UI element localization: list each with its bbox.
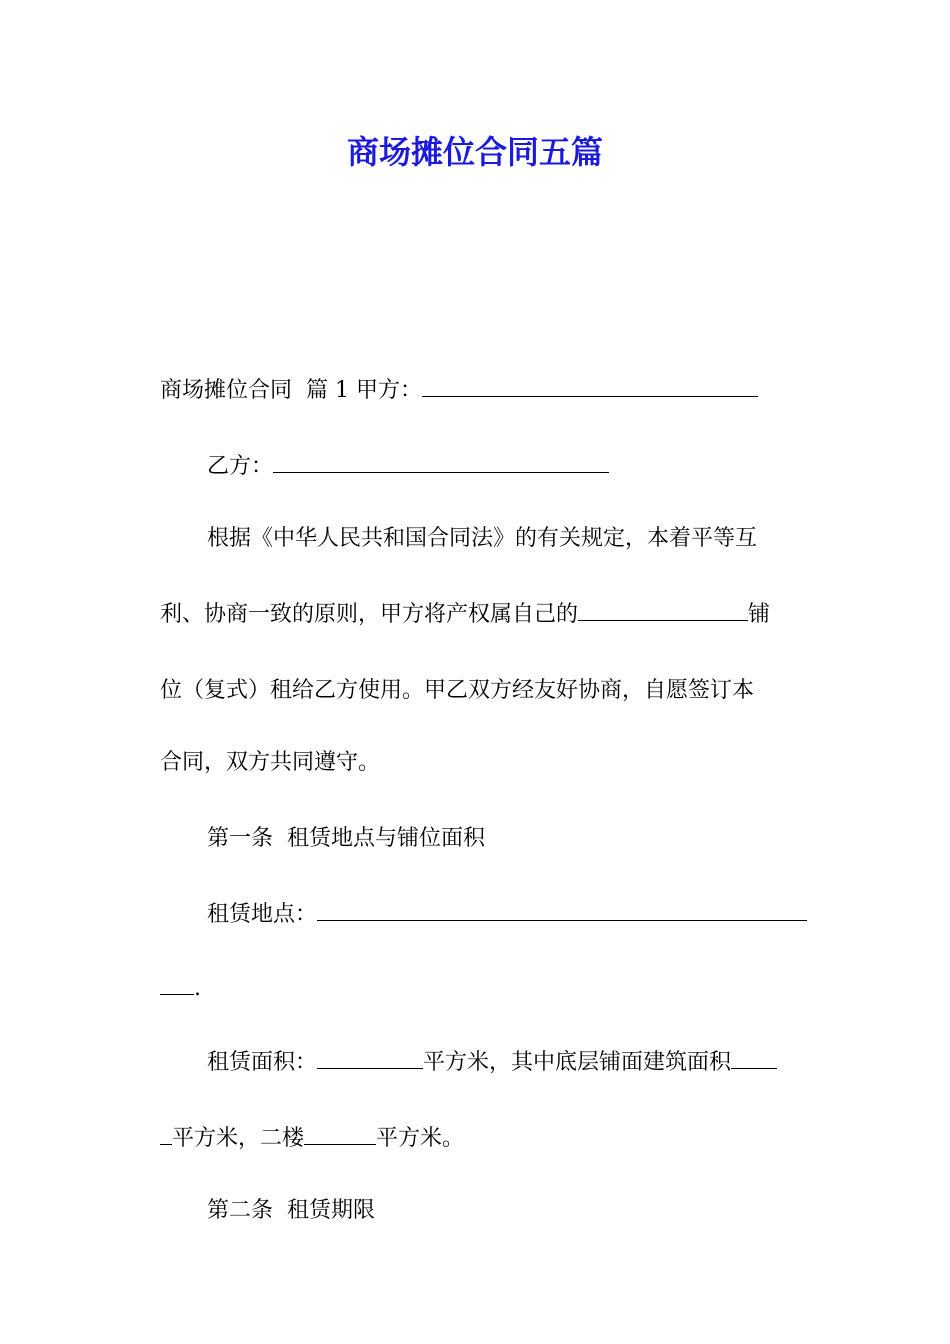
paragraph-text: 利、协商一致的原则，甲方将产权属自己的 bbox=[160, 602, 579, 627]
location-blank-cont bbox=[160, 976, 194, 995]
party-a-label: 商场摊位合同 篇 1 甲方： bbox=[160, 378, 422, 403]
location-blank bbox=[317, 902, 807, 921]
article-heading-text: 第二条 租赁期限 bbox=[207, 1198, 375, 1223]
party-b-label: 乙方： bbox=[207, 454, 274, 479]
party-a-blank bbox=[422, 378, 758, 397]
paragraph-text: 根据《中华人民共和国合同法》的有关规定，本着平等互 bbox=[207, 526, 758, 551]
paragraph-text: 合同，双方共同遵守。 bbox=[160, 750, 381, 775]
article-heading bbox=[193, 794, 485, 854]
paragraph-line bbox=[146, 570, 770, 630]
article-heading-text: 第一条 租赁地点与铺位面积 bbox=[207, 826, 485, 851]
paragraph-line bbox=[193, 494, 757, 554]
party-b-line bbox=[193, 422, 609, 482]
ground-floor-blank-cont bbox=[160, 1126, 172, 1145]
area-line bbox=[193, 1018, 777, 1078]
article-heading bbox=[193, 1166, 375, 1226]
location-line bbox=[193, 870, 807, 930]
location-line-cont bbox=[146, 944, 201, 1004]
party-a-line bbox=[146, 346, 758, 406]
area-text: 平方米，其中底层铺面建筑面积 bbox=[423, 1050, 732, 1075]
second-floor-blank bbox=[304, 1126, 376, 1145]
page-title: 商场摊位合同五篇 bbox=[346, 133, 603, 171]
paragraph-text: 位（复式）租给乙方使用。甲乙双方经友好协商，自愿签订本 bbox=[160, 678, 755, 703]
area-total-blank bbox=[317, 1050, 423, 1069]
paragraph-line bbox=[146, 718, 380, 778]
area-line-cont bbox=[146, 1094, 464, 1154]
party-b-blank bbox=[273, 454, 609, 473]
area-label: 租赁面积： bbox=[207, 1050, 318, 1075]
location-label: 租赁地点： bbox=[207, 902, 318, 927]
paragraph-text: 铺 bbox=[748, 602, 771, 627]
booth-blank bbox=[578, 602, 748, 621]
area-text: 平方米。 bbox=[376, 1126, 465, 1151]
location-end: . bbox=[194, 976, 201, 1001]
area-text: 平方米，二楼 bbox=[172, 1126, 305, 1151]
paragraph-line bbox=[146, 646, 754, 706]
ground-floor-blank bbox=[731, 1050, 777, 1069]
